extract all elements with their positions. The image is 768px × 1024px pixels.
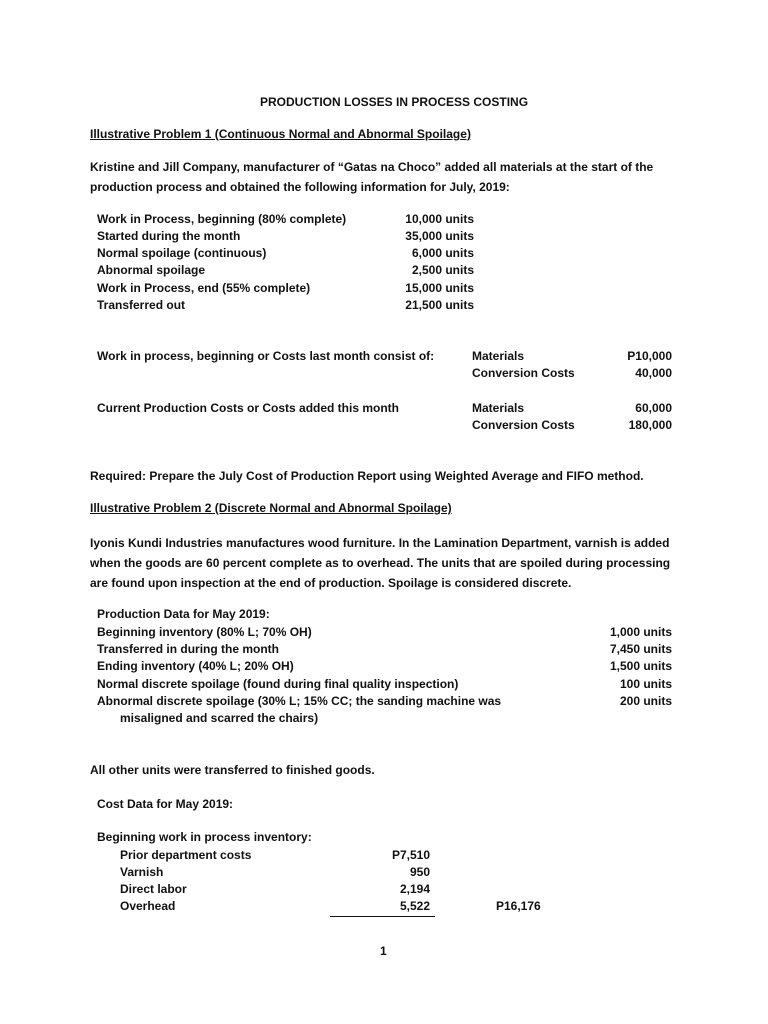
cost-amount: 40,000	[635, 366, 672, 380]
cost-item: Materials	[472, 349, 525, 363]
bwip-amount: 2,194	[399, 882, 430, 896]
cost-group-label: Work in process, beginning or Costs last month consist of:	[97, 349, 435, 363]
bwip-amount: 5,522	[399, 899, 430, 913]
page-number: 1	[380, 944, 387, 958]
production-label: Normal discrete spoilage (found during final quality inspection)	[97, 677, 459, 691]
unit-label: Transferred out	[97, 298, 186, 312]
cost-item: Conversion Costs	[472, 418, 575, 432]
cost-amount: P10,000	[627, 349, 672, 363]
problem2-intro: Iyonis Kundi Industries manufactures wood furniture. In the Lamination Department, varnish is added when the goods are 60 percent complete as to overhead. The units that are spoiled during processing are found upon inspection at the end of production. Spoilage is considered discrete.	[90, 536, 671, 590]
bwip-label: Beginning work in process inventory:	[97, 830, 312, 844]
production-label-continued: misaligned and scarred the chairs)	[120, 711, 319, 725]
unit-value: 35,000 units	[405, 229, 474, 243]
subtotal-rule	[330, 916, 435, 917]
cost-amount: 180,000	[628, 418, 672, 432]
unit-value: 2,500 units	[411, 263, 474, 277]
production-value: 100 units	[619, 677, 672, 691]
unit-label: Work in Process, end (55% complete)	[97, 281, 311, 295]
production-label: Ending inventory (40% L; 20% OH)	[97, 659, 294, 673]
bwip-item: Overhead	[120, 899, 176, 913]
problem1-heading: Illustrative Problem 1 (Continuous Normal and Abnormal Spoilage)	[90, 127, 471, 141]
unit-value: 6,000 units	[411, 246, 474, 260]
other-units-note: All other units were transferred to finished goods.	[90, 763, 375, 777]
unit-value: 10,000 units	[405, 212, 474, 226]
unit-label: Normal spoilage (continuous)	[97, 246, 267, 260]
cost-amount: 60,000	[635, 401, 672, 415]
unit-value: 21,500 units	[405, 298, 474, 312]
problem1-intro: Kristine and Jill Company, manufacturer of “Gatas na Choco” added all materials at the start of the production process and obtained the following information for July, 2019:	[90, 160, 654, 194]
production-value: 1,000 units	[609, 625, 672, 639]
production-title: Production Data for May 2019:	[97, 607, 270, 621]
unit-value: 15,000 units	[405, 281, 474, 295]
bwip-total: P16,176	[496, 899, 541, 913]
cost-group-label: Current Production Costs or Costs added this month	[97, 401, 400, 415]
bwip-amount: 950	[409, 865, 430, 879]
page-title: PRODUCTION LOSSES IN PROCESS COSTING	[260, 95, 529, 109]
cost-item: Materials	[472, 401, 525, 415]
unit-label: Abnormal spoilage	[97, 263, 206, 277]
production-value: 7,450 units	[609, 642, 672, 656]
bwip-item: Prior department costs	[120, 848, 252, 862]
production-value: 1,500 units	[609, 659, 672, 673]
required-text: Prepare the July Cost of Production Report using Weighted Average and FIFO method.	[146, 469, 644, 483]
problem2-heading: Illustrative Problem 2 (Discrete Normal and Abnormal Spoilage)	[90, 501, 452, 515]
bwip-amount: P7,510	[391, 848, 430, 862]
unit-label: Started during the month	[97, 229, 241, 243]
bwip-item: Varnish	[120, 865, 164, 879]
bwip-item: Direct labor	[120, 882, 187, 896]
production-label: Beginning inventory (80% L; 70% OH)	[97, 625, 312, 639]
required-line	[90, 469, 644, 484]
cost-item: Conversion Costs	[472, 366, 575, 380]
unit-label: Work in Process, beginning (80% complete)	[97, 212, 347, 226]
production-value: 200 units	[619, 694, 672, 708]
cost-data-title: Cost Data for May 2019:	[97, 797, 234, 811]
production-label: Transferred in during the month	[97, 642, 280, 656]
required-label: Required:	[90, 469, 147, 483]
production-label: Abnormal discrete spoilage (30% L; 15% CC; the sanding machine was	[97, 694, 502, 708]
